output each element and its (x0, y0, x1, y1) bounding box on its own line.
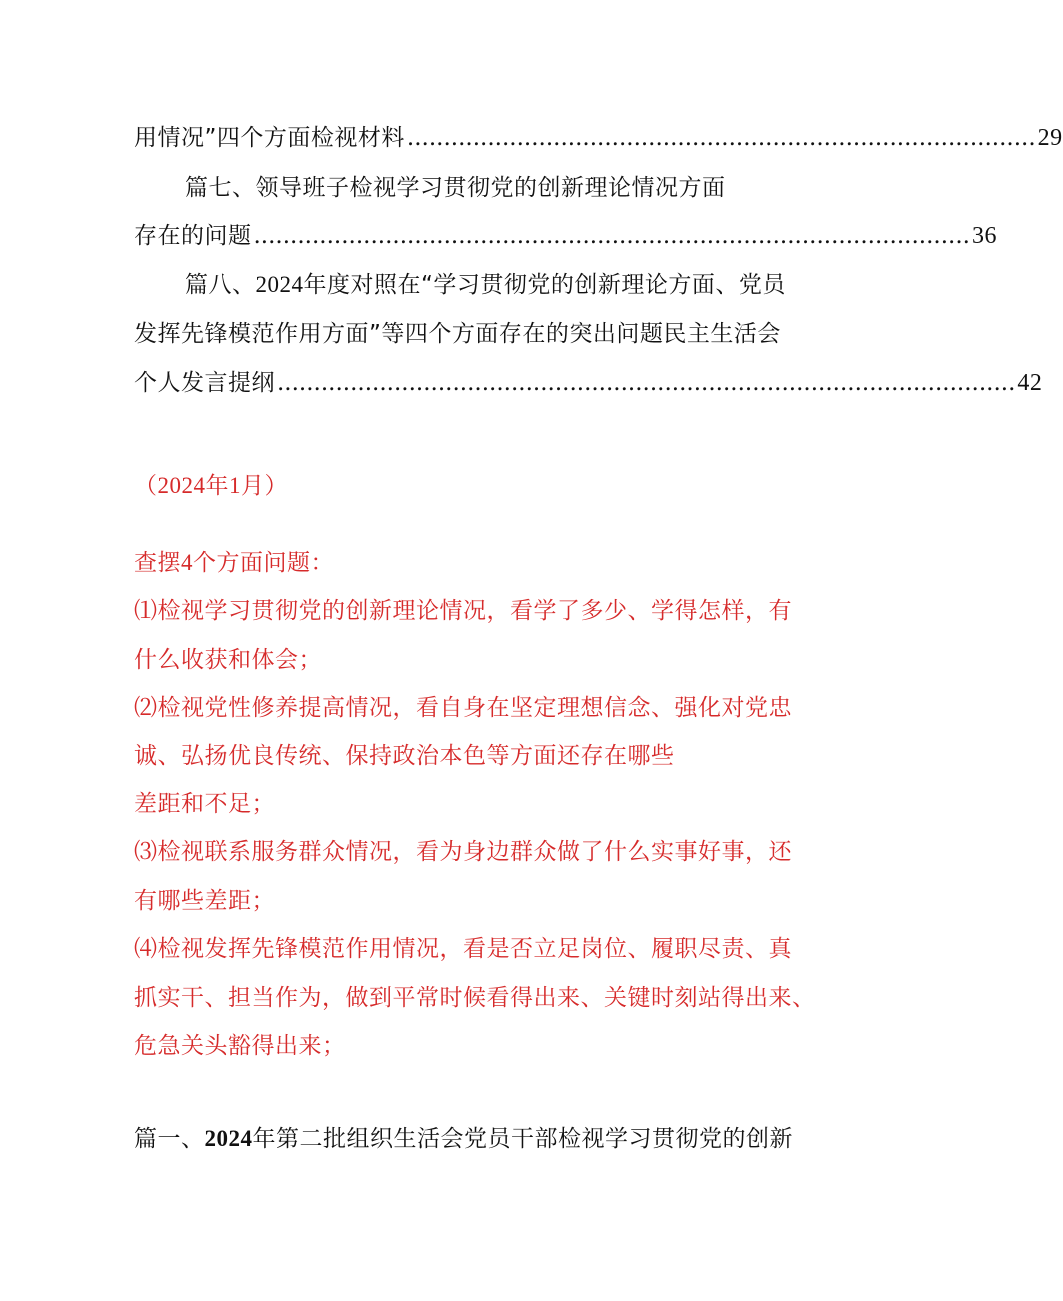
date-month: 1 (229, 473, 241, 498)
section-heading (134, 1124, 793, 1154)
toc-entry-text: 存在的问题 (134, 223, 252, 249)
issue-4-line-2: 抓实干、担当作为，做到平常时候看得出来、关键时刻站得出来、 (134, 985, 816, 1011)
toc-entry-8[interactable] (134, 368, 1043, 398)
issue-1-line-1: ⑴检视学习贯彻党的创新理论情况，看学了多少、学得怎样，有 (134, 598, 792, 624)
toc-entry-8-title[interactable] (185, 270, 786, 300)
date-open-paren: （ (134, 473, 158, 499)
issue-4-line-3: 危急关头豁得出来； (134, 1033, 346, 1059)
toc-entry-7[interactable] (134, 221, 997, 251)
date-year-char: 年 (205, 473, 229, 499)
section-heading-rest: 年第二批组织生活会党员干部检视学习贯彻党的创新 (252, 1126, 793, 1152)
toc-leader-dots: .................................................................................................. (253, 223, 970, 249)
toc-entry-7-title[interactable]: 篇七、领导班子检视学习贯彻党的创新理论情况方面 (185, 175, 726, 201)
toc-entry-6[interactable] (134, 123, 1063, 153)
date-month-char: 月） (241, 473, 288, 499)
issue-3-line-2: 有哪些差距； (134, 888, 275, 914)
issues-heading-num: 4 (181, 550, 193, 575)
toc-entry-year: 2024 (255, 272, 304, 297)
toc-entry-text: 用情况”四个方面检视材料 (134, 125, 405, 151)
toc-entry-8-line2: 发挥先锋模范作用方面”等四个方面存在的突出问题民主生活会 (134, 321, 781, 347)
issue-2-line-3: 差距和不足； (134, 791, 275, 817)
section-heading-year: 2024 (204, 1126, 253, 1151)
date-year: 2024 (157, 473, 206, 498)
issues-heading-pre: 查摆 (134, 550, 181, 576)
issues-heading (134, 548, 334, 578)
issue-3-line-1: ⑶检视联系服务群众情况，看为身边群众做了什么实事好事，还 (134, 839, 792, 865)
toc-entry-prefix: 篇八、 (185, 272, 256, 298)
issue-4-line-1: ⑷检视发挥先锋模范作用情况，看是否立足岗位、履职尽责、真 (134, 936, 792, 962)
toc-leader-dots: ..................................................................................................... (277, 370, 1016, 396)
issue-1-line-2: 什么收获和体会； (134, 647, 322, 673)
toc-page-number: 29 (1037, 125, 1063, 151)
toc-page-number: 42 (1017, 370, 1043, 396)
toc-page-number: 36 (971, 223, 997, 249)
issue-2-line-2: 诚、弘扬优良传统、保持政治本色等方面还存在哪些 (134, 743, 675, 769)
toc-entry-text: 个人发言提纲 (134, 370, 275, 396)
toc-leader-dots: ...................................................................................... (406, 125, 1036, 151)
document-date (134, 471, 288, 501)
toc-entry-title-rest: 年度对照在“学习贯彻党的创新理论方面、党员 (303, 272, 786, 298)
issue-2-line-1: ⑵检视党性修养提高情况，看自身在坚定理想信念、强化对党忠 (134, 695, 792, 721)
section-heading-prefix: 篇一、 (134, 1126, 205, 1152)
issues-heading-post: 个方面问题： (193, 550, 334, 576)
